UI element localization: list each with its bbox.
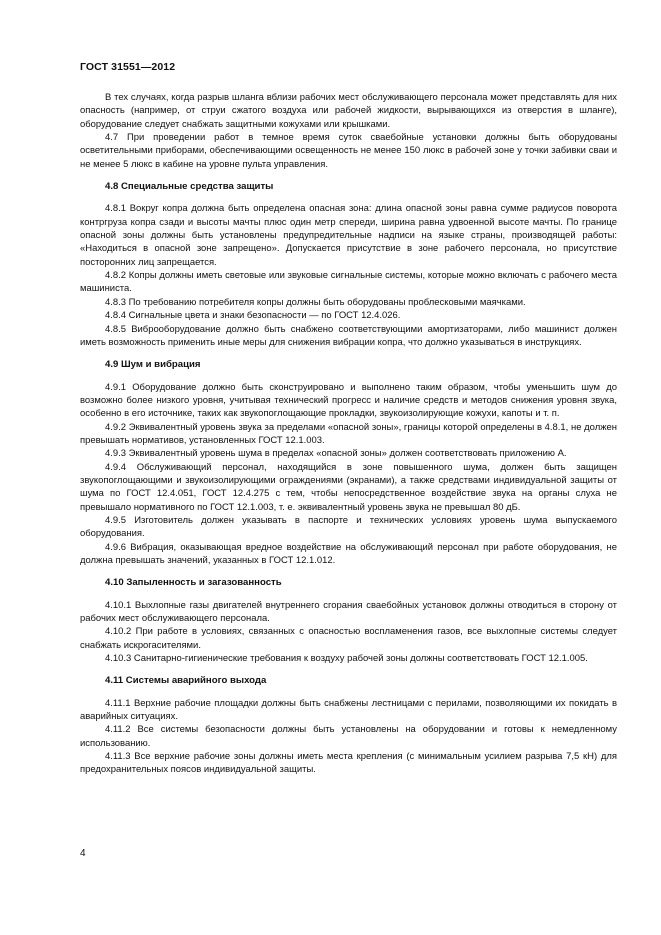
paragraph-4-8-4: 4.8.4 Сигнальные цвета и знаки безопасности — по ГОСТ 12.4.026. bbox=[105, 310, 401, 322]
paragraph-4-9-5: 4.9.5 Изготовитель должен указывать в паспорте и технических условиях уровень шума выпускаемого оборудования. bbox=[80, 514, 617, 540]
paragraph-4-11-2: 4.11.2 Все системы безопасности должны быть установлены на оборудовании и готовы к немедленному использованию. bbox=[80, 724, 617, 749]
paragraph-4-10-2: 4.10.2 При работе в условиях, связанных с опасностью воспламенения газов, все выхлопные системы следует снабжать искрогасителями. bbox=[80, 626, 617, 651]
paragraph-4-9-4: 4.9.4 Обслуживающий персонал, находящийся в зоне повышенного шума, должен быть защищен звукопоглощающими и звукоизолирующими ограждениями (экранами), а также средствами индивидуальной защиты от шума по ГОСТ 12.4.051, ГОСТ 12.4.275 с тем, чтобы непосредственное воздействие звука на органы слуха не превышало нормативного по ГОСТ 12.1.003, т. е. эквивалентный уровень звука не превышал 80 дБ. bbox=[80, 461, 617, 513]
paragraph-4-10-1: 4.10.1 Выхлопные газы двигателей внутреннего сгорания сваебойных установок должны отводиться в сторону от рабочих мест обслуживающего персонала. bbox=[80, 599, 617, 625]
paragraph-4-9-1: 4.9.1 Оборудование должно быть сконструировано и выполнено таким образом, чтобы уменьшить шум до возможно более низкого уровня, учитывая технический прогресс и наличие средств и методов снижения уровня звука, особенно в его источнике, таких как звукопоглощающие прокладки, звукоизолирующие кожухи, капоты и т. п. bbox=[80, 381, 617, 420]
document-code-header: ГОСТ 31551—2012 bbox=[80, 61, 176, 73]
section-heading-4-8: 4.8 Специальные средства защиты bbox=[105, 181, 274, 193]
paragraph-4-8-5: 4.8.5 Виброоборудование должно быть снабжено соответствующими амортизаторами, либо машинист должен иметь возможность применить иные меры для снижения вибрации копра, что должно указываться в инструкциях. bbox=[80, 323, 617, 348]
page-number: 4 bbox=[80, 848, 86, 859]
paragraph: В тех случаях, когда разрыв шланга вблизи рабочих мест обслуживающего персонала может представлять для них опасность (например, от струи сжатого воздуха или рабочей жидкости, вырывающихся из отверстия в шланге), оборудование следует снабжать защитными кожухами или крышками. bbox=[80, 92, 617, 130]
section-heading-4-9: 4.9 Шум и вибрация bbox=[105, 359, 201, 371]
paragraph-4-7: 4.7 При проведении работ в темное время суток сваебойные установки должны быть оборудованы осветительными приборами, обеспечивающими освещенность не менее 150 люкс в рабочей зоне у точки забивки сваи и не менее 5 люкс в кабине на уровне пульта управления. bbox=[80, 132, 617, 170]
paragraph-4-10-3: 4.10.3 Санитарно-гигиенические требования к воздуху рабочей зоны должны соответствовать ГОСТ 12.1.005. bbox=[105, 653, 588, 665]
paragraph-4-9-6: 4.9.6 Вибрация, оказывающая вредное воздействие на обслуживающий персонал при работе оборудования, не должна превышать значений, указанных в ГОСТ 12.1.012. bbox=[80, 541, 617, 566]
section-heading-4-10: 4.10 Запыленность и загазованность bbox=[105, 577, 282, 589]
paragraph-4-8-1: 4.8.1 Вокруг копра должна быть определена опасная зона: длина опасной зоны равна сумме радиусов поворота контргруза копра сзади и высоты мачты плюс один метр спереди, ширина равна удвоенной высоте мачты. По границе опасной зоны должны быть установлены предупредительные надписи на языке страны, производящей работы: «Находиться в опасной зоне запрещено». Допускается присутствие в зоне рабочего персонала, но присутствие посторонних лиц запрещается. bbox=[80, 203, 617, 268]
paragraph-4-9-2: 4.9.2 Эквивалентный уровень звука за пределами «опасной зоны», границы которой определены в 4.8.1, не должен превышать нормативов, установленных ГОСТ 12.1.003. bbox=[80, 421, 617, 446]
paragraph-4-8-3: 4.8.3 По требованию потребителя копры должны быть оборудованы проблесковыми маячками. bbox=[105, 296, 526, 308]
section-heading-4-11: 4.11 Системы аварийного выхода bbox=[105, 675, 267, 687]
paragraph-4-11-1: 4.11.1 Верхние рабочие площадки должны быть снабжены лестницами с перилами, позволяющими их покидать в аварийных ситуациях. bbox=[80, 697, 617, 723]
paragraph-4-9-3: 4.9.3 Эквивалентный уровень шума в пределах «опасной зоны» должен соответствовать приложению А. bbox=[105, 448, 567, 460]
document-body bbox=[80, 91, 617, 777]
paragraph-4-11-3: 4.11.3 Все верхние рабочие зоны должны иметь места крепления (с минимальным усилием разрыва 7,5 кН) для предохранительных поясов индивидуальной защиты. bbox=[80, 751, 617, 776]
paragraph-4-8-2: 4.8.2 Копры должны иметь световые или звуковые сигнальные системы, которые можно включать с рабочего места машиниста. bbox=[80, 270, 617, 295]
